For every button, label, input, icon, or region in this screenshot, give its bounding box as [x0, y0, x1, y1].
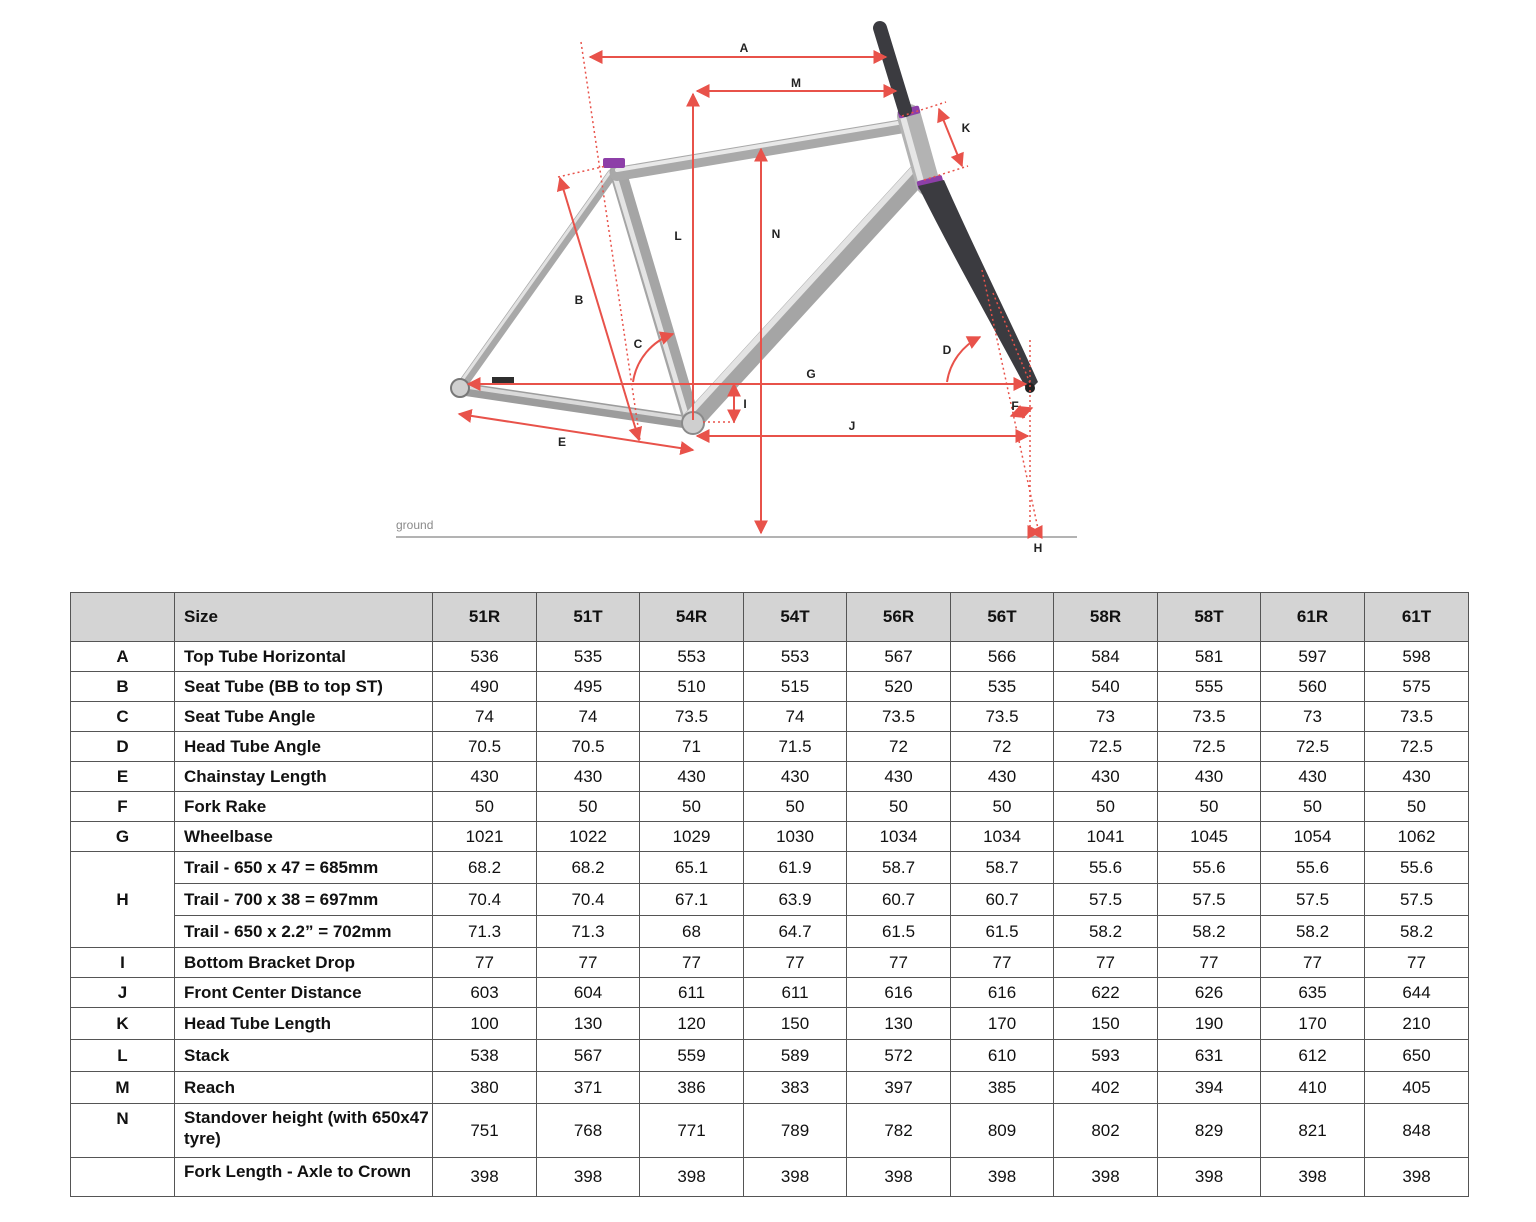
frame-geometry-diagram: [0, 0, 1536, 575]
row-label-cell: Fork Rake: [175, 792, 433, 822]
value-cell: 782: [847, 1104, 951, 1158]
value-cell: 510: [640, 672, 744, 702]
size-col-header: 51R: [433, 593, 537, 642]
value-cell: 604: [537, 978, 640, 1008]
row-code-cell: H: [71, 852, 175, 948]
value-cell: 398: [1158, 1158, 1261, 1197]
value-cell: 150: [744, 1008, 847, 1040]
table-row: [71, 642, 1469, 672]
value-cell: 73.5: [1365, 702, 1469, 732]
dim-label-d: D: [942, 343, 952, 357]
value-cell: 402: [1054, 1072, 1158, 1104]
row-label-cell: Seat Tube Angle: [175, 702, 433, 732]
value-cell: 644: [1365, 978, 1469, 1008]
value-cell: 430: [1158, 762, 1261, 792]
rear-dropout: [451, 379, 469, 397]
value-cell: 809: [951, 1104, 1054, 1158]
value-cell: 1054: [1261, 822, 1365, 852]
value-cell: 57.5: [1054, 884, 1158, 916]
value-cell: 50: [744, 792, 847, 822]
value-cell: 611: [640, 978, 744, 1008]
value-cell: 584: [1054, 642, 1158, 672]
value-cell: 77: [640, 948, 744, 978]
value-cell: 397: [847, 1072, 951, 1104]
value-cell: 1030: [744, 822, 847, 852]
value-cell: 55.6: [1158, 852, 1261, 884]
value-cell: 71: [640, 732, 744, 762]
row-code-cell: I: [71, 948, 175, 978]
value-cell: 398: [744, 1158, 847, 1197]
size-col-header: 56T: [951, 593, 1054, 642]
value-cell: 603: [433, 978, 537, 1008]
value-cell: 598: [1365, 642, 1469, 672]
row-code-cell: F: [71, 792, 175, 822]
value-cell: 802: [1054, 1104, 1158, 1158]
row-code-cell: E: [71, 762, 175, 792]
seat-stay-highlight: [460, 172, 610, 383]
value-cell: 58.7: [951, 852, 1054, 884]
dim-label-f: F: [1011, 399, 1019, 413]
seat-stay-tube: [462, 174, 612, 385]
value-cell: 72: [951, 732, 1054, 762]
row-label-cell: Chainstay Length: [175, 762, 433, 792]
value-cell: 77: [744, 948, 847, 978]
value-cell: 55.6: [1365, 852, 1469, 884]
value-cell: 566: [951, 642, 1054, 672]
value-cell: 73: [1261, 702, 1365, 732]
value-cell: 73.5: [951, 702, 1054, 732]
row-code-cell: C: [71, 702, 175, 732]
value-cell: 77: [1261, 948, 1365, 978]
value-cell: 58.2: [1365, 916, 1469, 948]
value-cell: 398: [537, 1158, 640, 1197]
row-label-cell: Wheelbase: [175, 822, 433, 852]
value-cell: 581: [1158, 642, 1261, 672]
value-cell: 555: [1158, 672, 1261, 702]
value-cell: 398: [1054, 1158, 1158, 1197]
dim-label-m: M: [791, 76, 801, 90]
value-cell: 77: [433, 948, 537, 978]
table-row: [71, 1104, 1469, 1158]
dim-b-ext: [558, 166, 606, 177]
value-cell: 50: [537, 792, 640, 822]
value-cell: 73: [1054, 702, 1158, 732]
value-cell: 68.2: [433, 852, 537, 884]
value-cell: 77: [537, 948, 640, 978]
value-cell: 50: [1054, 792, 1158, 822]
value-cell: 540: [1054, 672, 1158, 702]
table-row: [71, 978, 1469, 1008]
row-code-cell: N: [71, 1104, 175, 1158]
size-col-header: 61R: [1261, 593, 1365, 642]
value-cell: 60.7: [847, 884, 951, 916]
value-cell: 398: [1365, 1158, 1469, 1197]
value-cell: 50: [847, 792, 951, 822]
value-cell: 70.5: [433, 732, 537, 762]
table-row: [71, 948, 1469, 978]
value-cell: 635: [1261, 978, 1365, 1008]
row-label-cell: Top Tube Horizontal: [175, 642, 433, 672]
table-row: [71, 1008, 1469, 1040]
value-cell: 50: [433, 792, 537, 822]
value-cell: 77: [1054, 948, 1158, 978]
value-cell: 71.3: [433, 916, 537, 948]
value-cell: 394: [1158, 1072, 1261, 1104]
value-cell: 430: [433, 762, 537, 792]
size-col-header: 61T: [1365, 593, 1469, 642]
dimension-lines: [459, 42, 1040, 538]
value-cell: 50: [1158, 792, 1261, 822]
value-cell: 61.5: [951, 916, 1054, 948]
value-cell: 150: [1054, 1008, 1158, 1040]
chainstay-highlight: [462, 386, 693, 420]
top-tube-highlight: [617, 121, 910, 170]
size-col-header: 54T: [744, 593, 847, 642]
value-cell: 410: [1261, 1072, 1365, 1104]
chainstay-tube: [462, 389, 693, 423]
row-label-cell: Trail - 700 x 38 = 697mm: [175, 884, 433, 916]
value-cell: 560: [1261, 672, 1365, 702]
value-cell: 74: [537, 702, 640, 732]
value-cell: 538: [433, 1040, 537, 1072]
value-cell: 848: [1365, 1104, 1469, 1158]
value-cell: 170: [1261, 1008, 1365, 1040]
steerer-tube: [880, 28, 905, 110]
value-cell: 55.6: [1054, 852, 1158, 884]
seat-clamp: [603, 158, 625, 168]
value-cell: 72: [847, 732, 951, 762]
value-cell: 1022: [537, 822, 640, 852]
value-cell: 553: [640, 642, 744, 672]
value-cell: 73.5: [640, 702, 744, 732]
value-cell: 72.5: [1261, 732, 1365, 762]
value-cell: 50: [1261, 792, 1365, 822]
corner-cell: [71, 593, 175, 642]
value-cell: 430: [744, 762, 847, 792]
table-row: [71, 702, 1469, 732]
value-cell: 430: [1054, 762, 1158, 792]
table-header-row: [71, 593, 1469, 642]
value-cell: 70.4: [537, 884, 640, 916]
row-code-cell: M: [71, 1072, 175, 1104]
table-row: [71, 792, 1469, 822]
value-cell: 771: [640, 1104, 744, 1158]
dim-label-g: G: [806, 367, 816, 381]
value-cell: 73.5: [1158, 702, 1261, 732]
top-tube: [617, 125, 910, 174]
value-cell: 383: [744, 1072, 847, 1104]
value-cell: 515: [744, 672, 847, 702]
table-row: [71, 672, 1469, 702]
value-cell: 64.7: [744, 916, 847, 948]
table-row: [71, 884, 1469, 916]
value-cell: 567: [537, 1040, 640, 1072]
row-code-cell: A: [71, 642, 175, 672]
value-cell: 1045: [1158, 822, 1261, 852]
value-cell: 74: [433, 702, 537, 732]
dim-label-b: B: [574, 293, 584, 307]
value-cell: 63.9: [744, 884, 847, 916]
dim-k-line: [939, 109, 962, 166]
value-cell: 57.5: [1365, 884, 1469, 916]
size-col-header: 58R: [1054, 593, 1158, 642]
bike-fork: [880, 28, 1038, 393]
value-cell: 650: [1365, 1040, 1469, 1072]
row-code-cell: B: [71, 672, 175, 702]
value-cell: 130: [537, 1008, 640, 1040]
table-row: [71, 762, 1469, 792]
size-col-header: 51T: [537, 593, 640, 642]
dim-d-arc: [947, 337, 980, 382]
dim-label-c: C: [633, 337, 643, 351]
ground-label: ground: [396, 518, 434, 532]
size-col-header: 54R: [640, 593, 744, 642]
value-cell: 520: [847, 672, 951, 702]
value-cell: 567: [847, 642, 951, 672]
value-cell: 612: [1261, 1040, 1365, 1072]
value-cell: 65.1: [640, 852, 744, 884]
size-col-header: 56R: [847, 593, 951, 642]
value-cell: 616: [951, 978, 1054, 1008]
value-cell: 553: [744, 642, 847, 672]
value-cell: 58.2: [1261, 916, 1365, 948]
table-row: [71, 732, 1469, 762]
row-label-cell: Stack: [175, 1040, 433, 1072]
value-cell: 77: [1365, 948, 1469, 978]
value-cell: 68: [640, 916, 744, 948]
row-label-cell: Fork Length - Axle to Crown: [175, 1158, 433, 1197]
value-cell: 130: [847, 1008, 951, 1040]
row-code-cell: L: [71, 1040, 175, 1072]
value-cell: 398: [847, 1158, 951, 1197]
row-code-cell: [71, 1158, 175, 1197]
row-code-cell: D: [71, 732, 175, 762]
value-cell: 73.5: [847, 702, 951, 732]
value-cell: 55.6: [1261, 852, 1365, 884]
value-cell: 398: [640, 1158, 744, 1197]
value-cell: 821: [1261, 1104, 1365, 1158]
down-tube: [693, 170, 922, 420]
value-cell: 398: [1261, 1158, 1365, 1197]
value-cell: 430: [1365, 762, 1469, 792]
value-cell: 559: [640, 1040, 744, 1072]
value-cell: 398: [951, 1158, 1054, 1197]
value-cell: 398: [433, 1158, 537, 1197]
dim-label-k: K: [961, 121, 971, 135]
value-cell: 72.5: [1158, 732, 1261, 762]
value-cell: 1041: [1054, 822, 1158, 852]
value-cell: 490: [433, 672, 537, 702]
value-cell: 385: [951, 1072, 1054, 1104]
value-cell: 50: [1365, 792, 1469, 822]
dim-label-a: A: [739, 41, 749, 55]
row-label-cell: Front Center Distance: [175, 978, 433, 1008]
geometry-table: [70, 592, 1469, 1197]
row-code-cell: K: [71, 1008, 175, 1040]
value-cell: 572: [847, 1040, 951, 1072]
value-cell: 190: [1158, 1008, 1261, 1040]
table-row: [71, 1158, 1469, 1197]
value-cell: 575: [1365, 672, 1469, 702]
value-cell: 50: [640, 792, 744, 822]
value-cell: 77: [847, 948, 951, 978]
value-cell: 71.5: [744, 732, 847, 762]
dim-label-l: L: [674, 229, 682, 243]
value-cell: 430: [951, 762, 1054, 792]
value-cell: 371: [537, 1072, 640, 1104]
row-label-cell: Trail - 650 x 2.2” = 702mm: [175, 916, 433, 948]
fork-blade: [918, 180, 1038, 392]
value-cell: 593: [1054, 1040, 1158, 1072]
value-cell: 430: [537, 762, 640, 792]
row-label-cell: Reach: [175, 1072, 433, 1104]
value-cell: 57.5: [1158, 884, 1261, 916]
value-cell: 72.5: [1054, 732, 1158, 762]
value-cell: 70.4: [433, 884, 537, 916]
table-row: [71, 1072, 1469, 1104]
value-cell: 1034: [951, 822, 1054, 852]
row-code-cell: J: [71, 978, 175, 1008]
value-cell: 789: [744, 1104, 847, 1158]
row-label-cell: Head Tube Length: [175, 1008, 433, 1040]
chainstay-bridge: [492, 377, 514, 384]
value-cell: 430: [847, 762, 951, 792]
value-cell: 751: [433, 1104, 537, 1158]
value-cell: 61.9: [744, 852, 847, 884]
dim-label-e: E: [557, 435, 567, 449]
dim-label-j: J: [848, 419, 856, 433]
value-cell: 768: [537, 1104, 640, 1158]
dim-label-i: I: [743, 397, 747, 411]
value-cell: 597: [1261, 642, 1365, 672]
value-cell: 61.5: [847, 916, 951, 948]
value-cell: 120: [640, 1008, 744, 1040]
row-label-cell: Standover height (with 650x47 tyre): [175, 1104, 433, 1158]
value-cell: 58.2: [1054, 916, 1158, 948]
value-cell: 611: [744, 978, 847, 1008]
value-cell: 1021: [433, 822, 537, 852]
value-cell: 626: [1158, 978, 1261, 1008]
value-cell: 535: [537, 642, 640, 672]
value-cell: 100: [433, 1008, 537, 1040]
value-cell: 1029: [640, 822, 744, 852]
value-cell: 58.7: [847, 852, 951, 884]
value-cell: 430: [1261, 762, 1365, 792]
table-row: [71, 1040, 1469, 1072]
value-cell: 589: [744, 1040, 847, 1072]
value-cell: 1034: [847, 822, 951, 852]
row-label-cell: Bottom Bracket Drop: [175, 948, 433, 978]
value-cell: 58.2: [1158, 916, 1261, 948]
value-cell: 170: [951, 1008, 1054, 1040]
value-cell: 77: [1158, 948, 1261, 978]
value-cell: 70.5: [537, 732, 640, 762]
value-cell: 1062: [1365, 822, 1469, 852]
value-cell: 68.2: [537, 852, 640, 884]
dim-label-n: N: [771, 227, 781, 241]
value-cell: 631: [1158, 1040, 1261, 1072]
value-cell: 405: [1365, 1072, 1469, 1104]
value-cell: 386: [640, 1072, 744, 1104]
value-cell: 495: [537, 672, 640, 702]
value-cell: 72.5: [1365, 732, 1469, 762]
value-cell: 210: [1365, 1008, 1469, 1040]
value-cell: 622: [1054, 978, 1158, 1008]
value-cell: 616: [847, 978, 951, 1008]
value-cell: 74: [744, 702, 847, 732]
value-cell: 67.1: [640, 884, 744, 916]
row-label-cell: Seat Tube (BB to top ST): [175, 672, 433, 702]
value-cell: 60.7: [951, 884, 1054, 916]
value-cell: 71.3: [537, 916, 640, 948]
value-cell: 50: [951, 792, 1054, 822]
row-code-cell: G: [71, 822, 175, 852]
table-row: [71, 852, 1469, 884]
value-cell: 536: [433, 642, 537, 672]
table-row: [71, 822, 1469, 852]
down-tube-highlight: [688, 165, 917, 415]
value-cell: 430: [640, 762, 744, 792]
value-cell: 829: [1158, 1104, 1261, 1158]
value-cell: 57.5: [1261, 884, 1365, 916]
dim-label-h: H: [1033, 541, 1043, 555]
size-col-header: 58T: [1158, 593, 1261, 642]
value-cell: 535: [951, 672, 1054, 702]
size-header: Size: [175, 593, 433, 642]
table-row: [71, 916, 1469, 948]
row-label-cell: Trail - 650 x 47 = 685mm: [175, 852, 433, 884]
value-cell: 77: [951, 948, 1054, 978]
value-cell: 610: [951, 1040, 1054, 1072]
value-cell: 380: [433, 1072, 537, 1104]
row-label-cell: Head Tube Angle: [175, 732, 433, 762]
